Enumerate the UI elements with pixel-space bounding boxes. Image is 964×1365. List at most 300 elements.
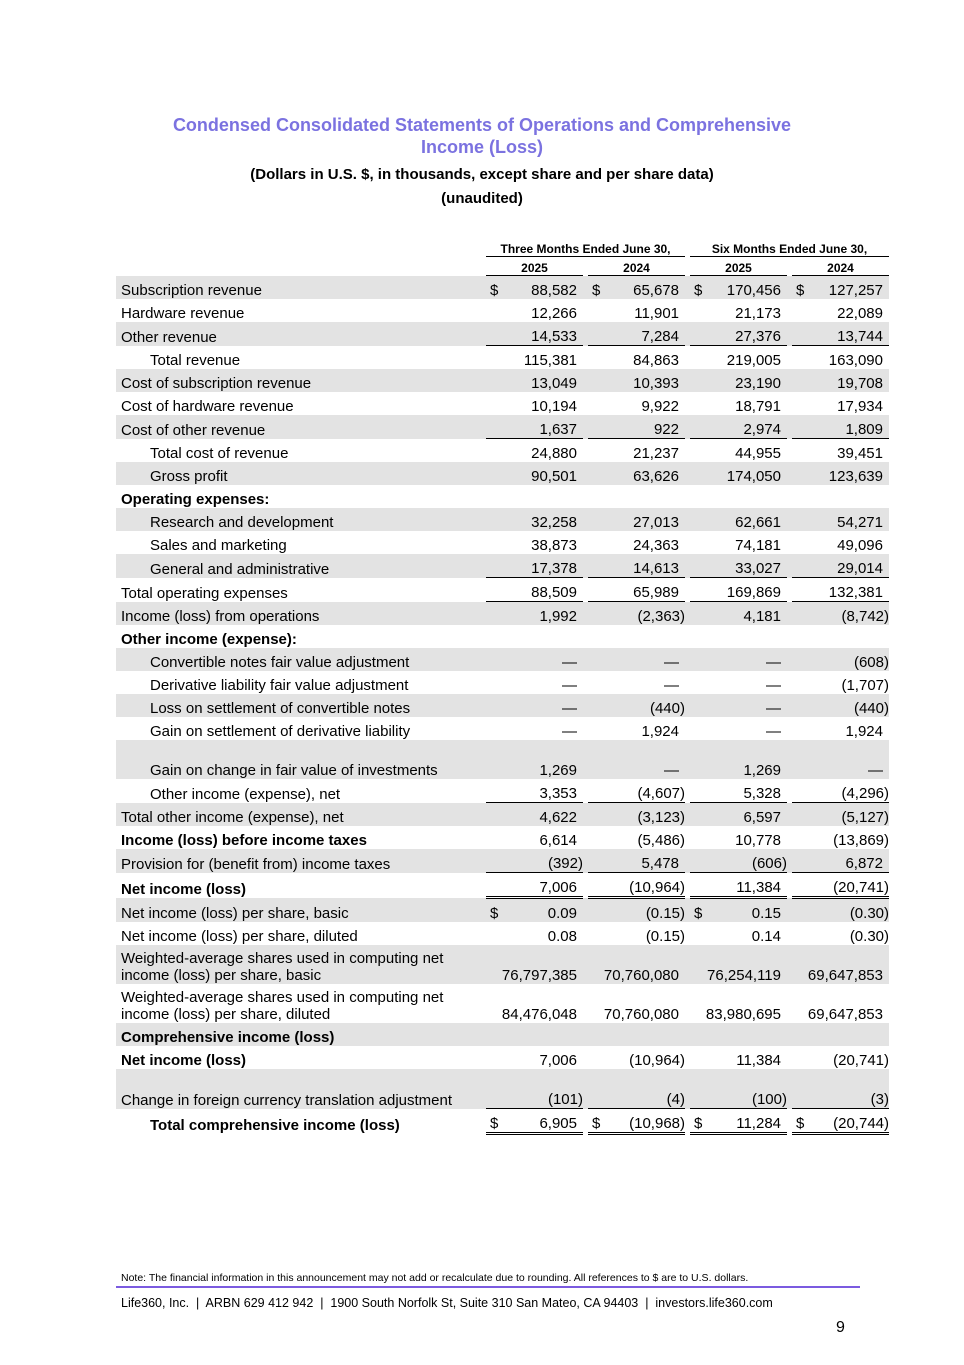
table-row [116,740,889,779]
table-row [116,898,889,923]
value: 69,647,853 [807,1006,883,1023]
row-label: Total cost of revenue [150,445,289,462]
value-cell [486,322,583,346]
value: 7,006 [539,1052,577,1069]
year-header: 2024 [792,257,889,276]
value-cell [588,415,685,439]
value: 10,393 [633,375,679,392]
table-row [116,984,889,1023]
value: 27,013 [633,514,679,531]
value-cell [588,826,685,849]
value-cell [486,671,583,694]
value-cell [588,873,685,898]
row-label: Total other income (expense), net [116,803,486,827]
value: 84,476,048 [501,1006,577,1023]
value-cell [792,369,889,392]
value: 14,533 [531,328,577,345]
value-cell [588,945,685,984]
subtitle: (Dollars in U.S. $, in thousands, except share and per share data) [250,166,714,183]
value-cell [486,485,583,508]
value-cell [690,671,787,694]
table-row [116,1109,889,1134]
row-label: Convertible notes fair value adjustment [116,648,486,671]
period-header-three-months: Three Months Ended June 30, [486,238,685,257]
value-cell [690,1023,787,1046]
value: (20,741) [833,1052,889,1069]
value-cell [792,740,889,779]
value: 123,639 [828,468,883,485]
value: 127,257 [828,282,883,299]
row-label: General and administrative [116,554,486,578]
value-cell [792,779,889,803]
value-cell [690,439,787,463]
value-cell [588,898,685,923]
value: 1,809 [845,421,883,438]
title-line-2: Income (Loss) [420,137,544,157]
value: (101) [547,1091,583,1108]
value-cell [486,898,583,923]
currency-symbol: $ [592,282,601,299]
value-cell [588,648,685,671]
value: — [562,700,577,717]
table-row [116,1046,889,1069]
value-cell [486,873,583,898]
value-cell [792,625,889,648]
value-cell [588,369,685,392]
row-label: Net income (loss) per share, diluted [121,928,358,945]
value: 63,626 [633,468,679,485]
value: 21,173 [735,305,781,322]
value: (3,123) [637,809,685,826]
value-cell [588,1069,685,1109]
value: (4,296) [841,785,889,802]
value-cell [792,849,889,873]
statement-title [0,114,964,158]
value-cell [690,392,787,415]
value: 65,989 [633,584,679,601]
row-label: Change in foreign currency translation adjustment [116,1069,486,1109]
value-cell [792,945,889,984]
value-cell [690,346,787,370]
value-cell [486,276,583,300]
value: 74,181 [735,537,781,554]
table-row [116,602,889,626]
value-cell [486,1046,583,1069]
value-cell [792,671,889,694]
value-cell [588,439,685,463]
value-cell [486,694,583,717]
value-cell [690,462,787,485]
value: 4,181 [743,608,781,625]
row-label: Total operating expenses [121,584,288,602]
value-cell [486,826,583,849]
value-cell [792,898,889,923]
value-cell [690,922,787,945]
table-row [116,554,889,578]
value-cell [588,346,685,370]
value: 29,014 [837,560,883,577]
value-cell [690,578,787,602]
value: 70,760,080 [603,967,679,984]
value: 33,027 [735,560,781,577]
value-cell [792,803,889,827]
value-cell [690,415,787,439]
value-cell [486,779,583,803]
value-cell [690,803,787,827]
table-row [116,873,889,898]
row-label: Net income (loss) [121,880,247,898]
value-cell [486,849,583,873]
value: 23,190 [735,375,781,392]
table-row [116,671,889,694]
currency-symbol: $ [796,1115,805,1132]
value: (5,127) [841,809,889,826]
value: (2,363) [637,608,685,625]
value-cell [792,873,889,898]
footer-divider [116,1286,860,1288]
value-cell [792,322,889,346]
value: — [664,654,679,671]
row-label: Gain on settlement of derivative liability [150,723,411,740]
value: 11,384 [736,1052,781,1069]
value-cell [792,984,889,1023]
value-cell [792,415,889,439]
value-cell [588,625,685,648]
value-cell [690,276,787,300]
value-cell [690,984,787,1023]
value: 10,194 [531,398,577,415]
row-label: Income (loss) before income taxes [121,832,367,849]
row-label: Total revenue [150,352,241,369]
value: 0.08 [547,928,577,945]
row-label: Research and development [116,508,486,531]
value: (440) [649,700,685,717]
value-cell [588,602,685,626]
value-cell [690,602,787,626]
value-cell [792,554,889,578]
value: 7,284 [641,328,679,345]
financial-statement-table [116,238,889,1135]
row-label: Other revenue [116,322,486,346]
row-label: Cost of other revenue [116,415,486,439]
value: 70,760,080 [603,1006,679,1023]
value-cell [588,531,685,554]
value-cell [588,1046,685,1069]
value: 115,381 [523,352,577,369]
value: 1,924 [641,723,679,740]
value: (0.30) [849,905,889,922]
value: — [562,677,577,694]
value: — [766,677,781,694]
value: 3,353 [539,785,577,802]
table-row [116,922,889,945]
value-cell [690,485,787,508]
value-cell [588,276,685,300]
value: 17,378 [531,560,577,577]
value: 6,872 [845,855,883,872]
table-row [116,322,889,346]
value-cell [486,531,583,554]
row-label: Gain on change in fair value of investments [116,740,486,779]
row-label: Income (loss) from operations [116,602,486,626]
value: 6,905 [539,1115,577,1132]
value-cell [690,1046,787,1069]
value: 44,955 [735,445,781,462]
table-row [116,1023,889,1046]
value: (13,869) [833,832,889,849]
value-cell [792,1069,889,1109]
value-cell [588,485,685,508]
row-label: Other income (expense), net [150,785,341,803]
value: (608) [853,654,889,671]
value-cell [486,740,583,779]
value: 922 [653,421,679,438]
value-cell [486,1023,583,1046]
value-cell [792,717,889,740]
value: (3) [870,1091,889,1108]
table-row [116,1069,889,1109]
table-row [116,826,889,849]
value: (5,486) [637,832,685,849]
value-cell [690,508,787,531]
row-label: Weighted-average shares used in computing net income (loss) per share, basic [116,945,486,984]
value: 11,901 [634,305,679,322]
row-label: Cost of subscription revenue [116,369,486,392]
value: 12,266 [531,305,577,322]
value: (4,607) [637,785,685,802]
value-cell [690,740,787,779]
value-cell [486,803,583,827]
row-label: Operating expenses: [121,491,270,508]
value: 1,269 [539,762,577,779]
row-label: Cost of hardware revenue [121,398,294,415]
value: 24,363 [633,537,679,554]
row-label: Other income (expense): [121,631,297,648]
value: 65,678 [633,282,679,299]
value: 2,974 [743,421,781,438]
value: (440) [853,700,889,717]
value-cell [690,898,787,923]
value: 1,992 [539,608,577,625]
value-cell [690,554,787,578]
title-line-1: Condensed Consolidated Statements of Operations and Comprehensive [172,115,792,135]
row-label: Total comprehensive income (loss) [150,1116,400,1134]
value: 90,501 [531,468,577,485]
value-cell [588,299,685,322]
value-cell [792,648,889,671]
value-cell [486,717,583,740]
value: — [868,762,883,779]
value-cell [690,779,787,803]
year-header: 2025 [690,257,787,276]
value: 69,647,853 [807,967,883,984]
value-cell [486,299,583,322]
value: 13,049 [531,375,577,392]
value: 0.15 [751,905,781,922]
row-label: Gross profit [116,462,486,485]
value-cell [792,1023,889,1046]
value-cell [486,346,583,370]
table-row [116,625,889,648]
value: (8,742) [841,608,889,625]
value: 1,269 [743,762,781,779]
value-cell [486,625,583,648]
value-cell [792,439,889,463]
value-cell [690,873,787,898]
value: 219,005 [726,352,781,369]
value: (0.15) [645,928,685,945]
table-row [116,945,889,984]
value-cell [486,1069,583,1109]
currency-symbol: $ [796,282,805,299]
value: 13,744 [837,328,883,345]
value: 88,509 [531,584,577,601]
value: 39,451 [837,445,883,462]
value: — [766,700,781,717]
value-cell [588,922,685,945]
value-cell [792,485,889,508]
value: (392) [547,855,583,872]
value-cell [486,602,583,626]
value: 22,089 [837,305,883,322]
value: — [766,723,781,740]
row-label: Loss on settlement of convertible notes [116,694,486,717]
row-label: Provision for (benefit from) income taxes [116,849,486,873]
value: — [562,723,577,740]
row-label: Weighted-average shares used in computing net income (loss) per share, diluted [121,989,444,1023]
value-cell [486,648,583,671]
table-row [116,779,889,803]
value-cell [792,531,889,554]
table-row [116,717,889,740]
value-cell [792,508,889,531]
value-cell [588,578,685,602]
value: 174,050 [726,468,781,485]
value-cell [792,694,889,717]
value: 54,271 [837,514,883,531]
value-cell [486,508,583,531]
value: 83,980,695 [705,1006,781,1023]
value: 163,090 [828,352,883,369]
value-cell [588,1109,685,1134]
value-cell [588,984,685,1023]
value-cell [792,602,889,626]
value-cell [588,803,685,827]
value: 32,258 [531,514,577,531]
value-cell [588,779,685,803]
value: — [664,677,679,694]
value-cell [690,369,787,392]
table-row [116,849,889,873]
table-row [116,415,889,439]
value-cell [792,922,889,945]
value: 17,934 [837,398,883,415]
value-cell [486,1109,583,1134]
value: — [664,762,679,779]
value: (10,964) [629,1052,685,1069]
value: 5,478 [641,855,679,872]
value-cell [486,392,583,415]
value: (0.30) [849,928,889,945]
value: 11,284 [736,1115,781,1132]
value: 11,384 [736,879,781,896]
company-footer: Life360, Inc. | ARBN 629 412 942 | 1900 South Norfolk St, Suite 310 San Mateo, CA 94403 | investors.life360.com [121,1296,773,1310]
table-row [116,531,889,554]
value-cell [690,945,787,984]
year-header: 2024 [588,257,685,276]
value: 9,922 [641,398,679,415]
value: 0.14 [751,928,781,945]
value: 5,328 [743,785,781,802]
value-cell [690,531,787,554]
value-cell [792,578,889,602]
table-row [116,578,889,602]
value: 6,597 [743,809,781,826]
value-cell [792,826,889,849]
value: 10,778 [735,832,781,849]
value: 170,456 [726,282,781,299]
value-cell [792,276,889,300]
value-cell [690,826,787,849]
value-cell [588,740,685,779]
value: 14,613 [633,560,679,577]
value-cell [486,369,583,392]
value: 76,797,385 [501,967,577,984]
value: 84,863 [633,352,679,369]
value: 24,880 [531,445,577,462]
value-cell [588,694,685,717]
row-label: Derivative liability fair value adjustment [150,677,409,694]
value-cell [486,554,583,578]
value-cell [792,392,889,415]
currency-symbol: $ [694,282,703,299]
row-label: Hardware revenue [121,305,245,322]
value: 0.09 [547,905,577,922]
currency-symbol: $ [694,1115,703,1132]
unaudited-label: (unaudited) [441,190,523,207]
table-row [116,392,889,415]
table-row [116,462,889,485]
year-header: 2025 [486,257,583,276]
value: 38,873 [531,537,577,554]
value-cell [792,1109,889,1134]
value: (20,744) [833,1115,889,1132]
row-label: Comprehensive income (loss) [116,1023,486,1046]
currency-symbol: $ [490,905,499,922]
value: 4,622 [539,809,577,826]
value: (20,741) [833,879,889,896]
row-label: Net income (loss) [121,1052,247,1069]
value-cell [588,554,685,578]
table-row [116,694,889,717]
value: — [766,654,781,671]
value-cell [588,717,685,740]
value-cell [792,346,889,370]
value: (10,964) [629,879,685,896]
value-cell [690,717,787,740]
value-cell [690,322,787,346]
page-number: 9 [836,1319,845,1336]
value-cell [486,945,583,984]
table-row [116,648,889,671]
value-cell [486,462,583,485]
value-cell [486,922,583,945]
table-row [116,276,889,300]
value-cell [792,299,889,322]
value-cell [486,984,583,1023]
value-cell [690,648,787,671]
value-cell [486,578,583,602]
